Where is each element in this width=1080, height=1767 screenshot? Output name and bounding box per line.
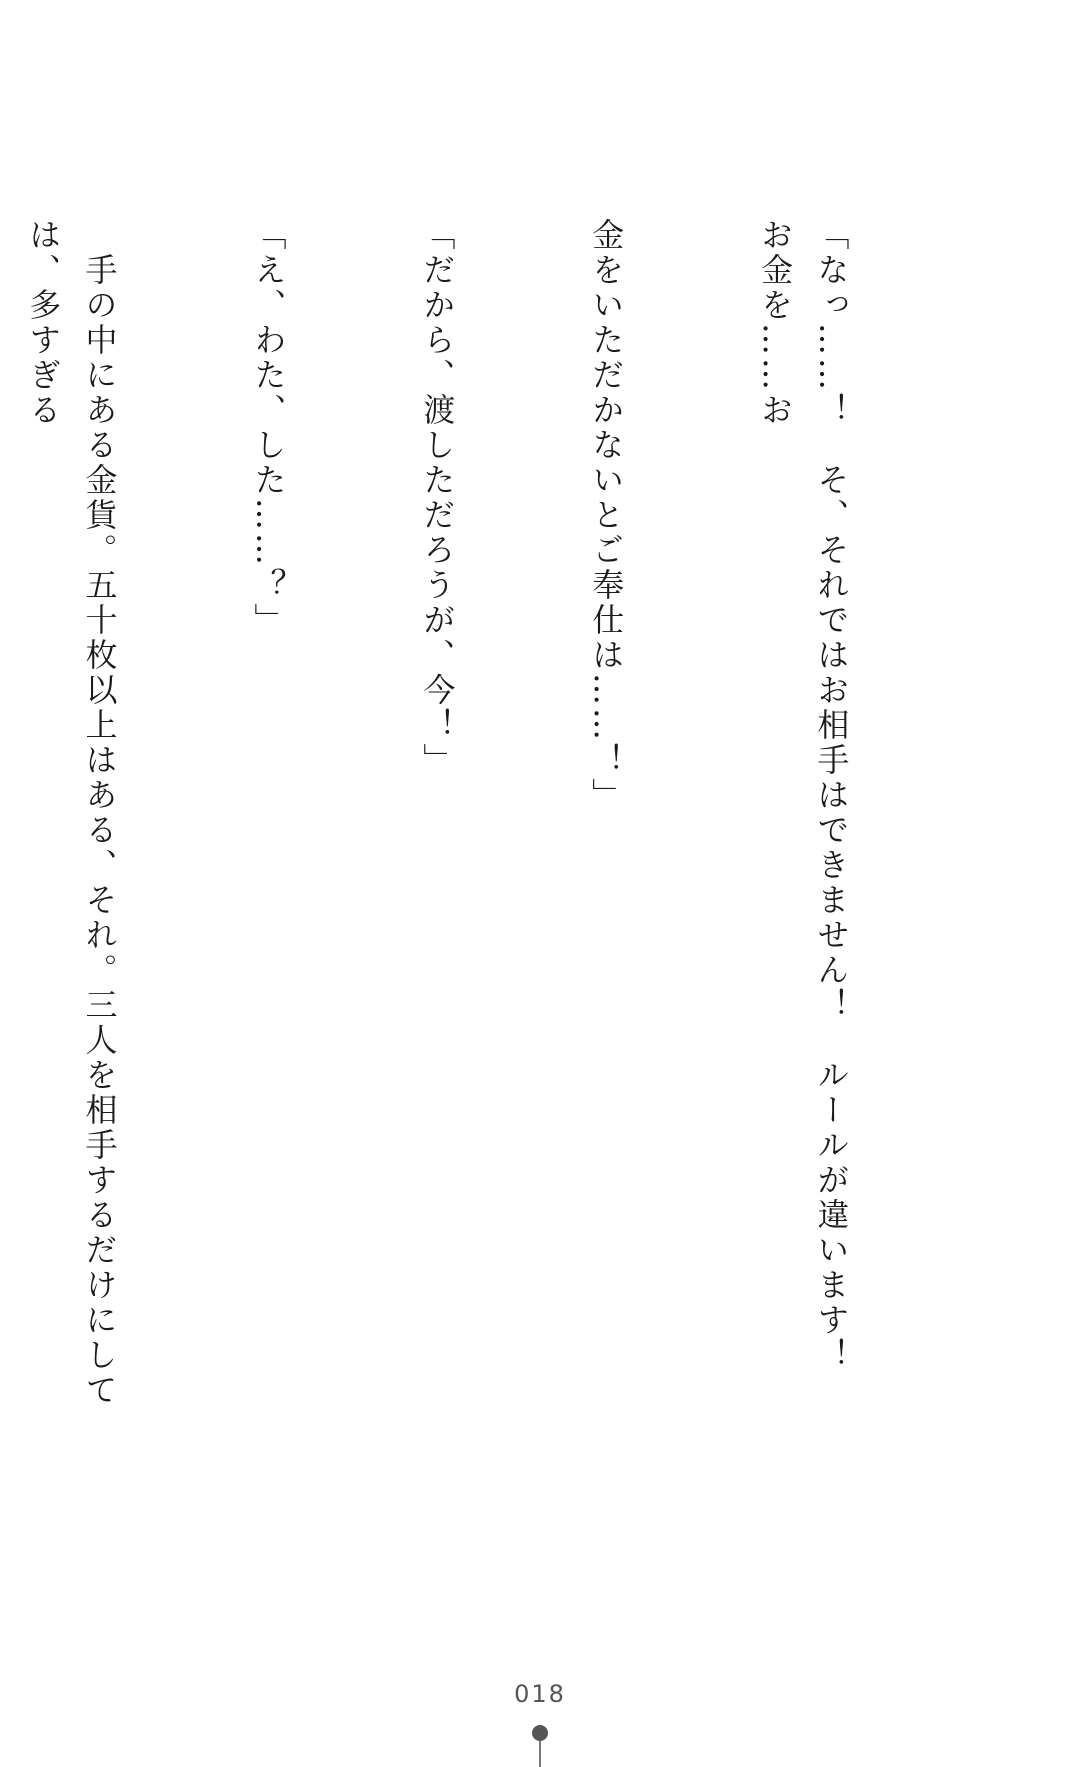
text-line: 「なっ……！ そ、それではお相手はできません！ ルールが違います！ お金を……お (756, 218, 851, 1408)
page-marker-line (539, 1741, 541, 1767)
page-number: 018 (514, 1680, 566, 1708)
page-marker-dot-icon (532, 1725, 548, 1741)
text-line: 手の中にある金貨。五十枚以上はある、それ。三人を相手するだけにしては、多すぎる (24, 218, 119, 1408)
text-line: 金をいただかないとご奉仕は……！」 (587, 218, 626, 813)
body-text (24, 218, 972, 1428)
text-line: 「え、わた、した……？」 (249, 218, 288, 638)
text-line: 「だから、渡しただろうが、今！」 (418, 218, 457, 778)
